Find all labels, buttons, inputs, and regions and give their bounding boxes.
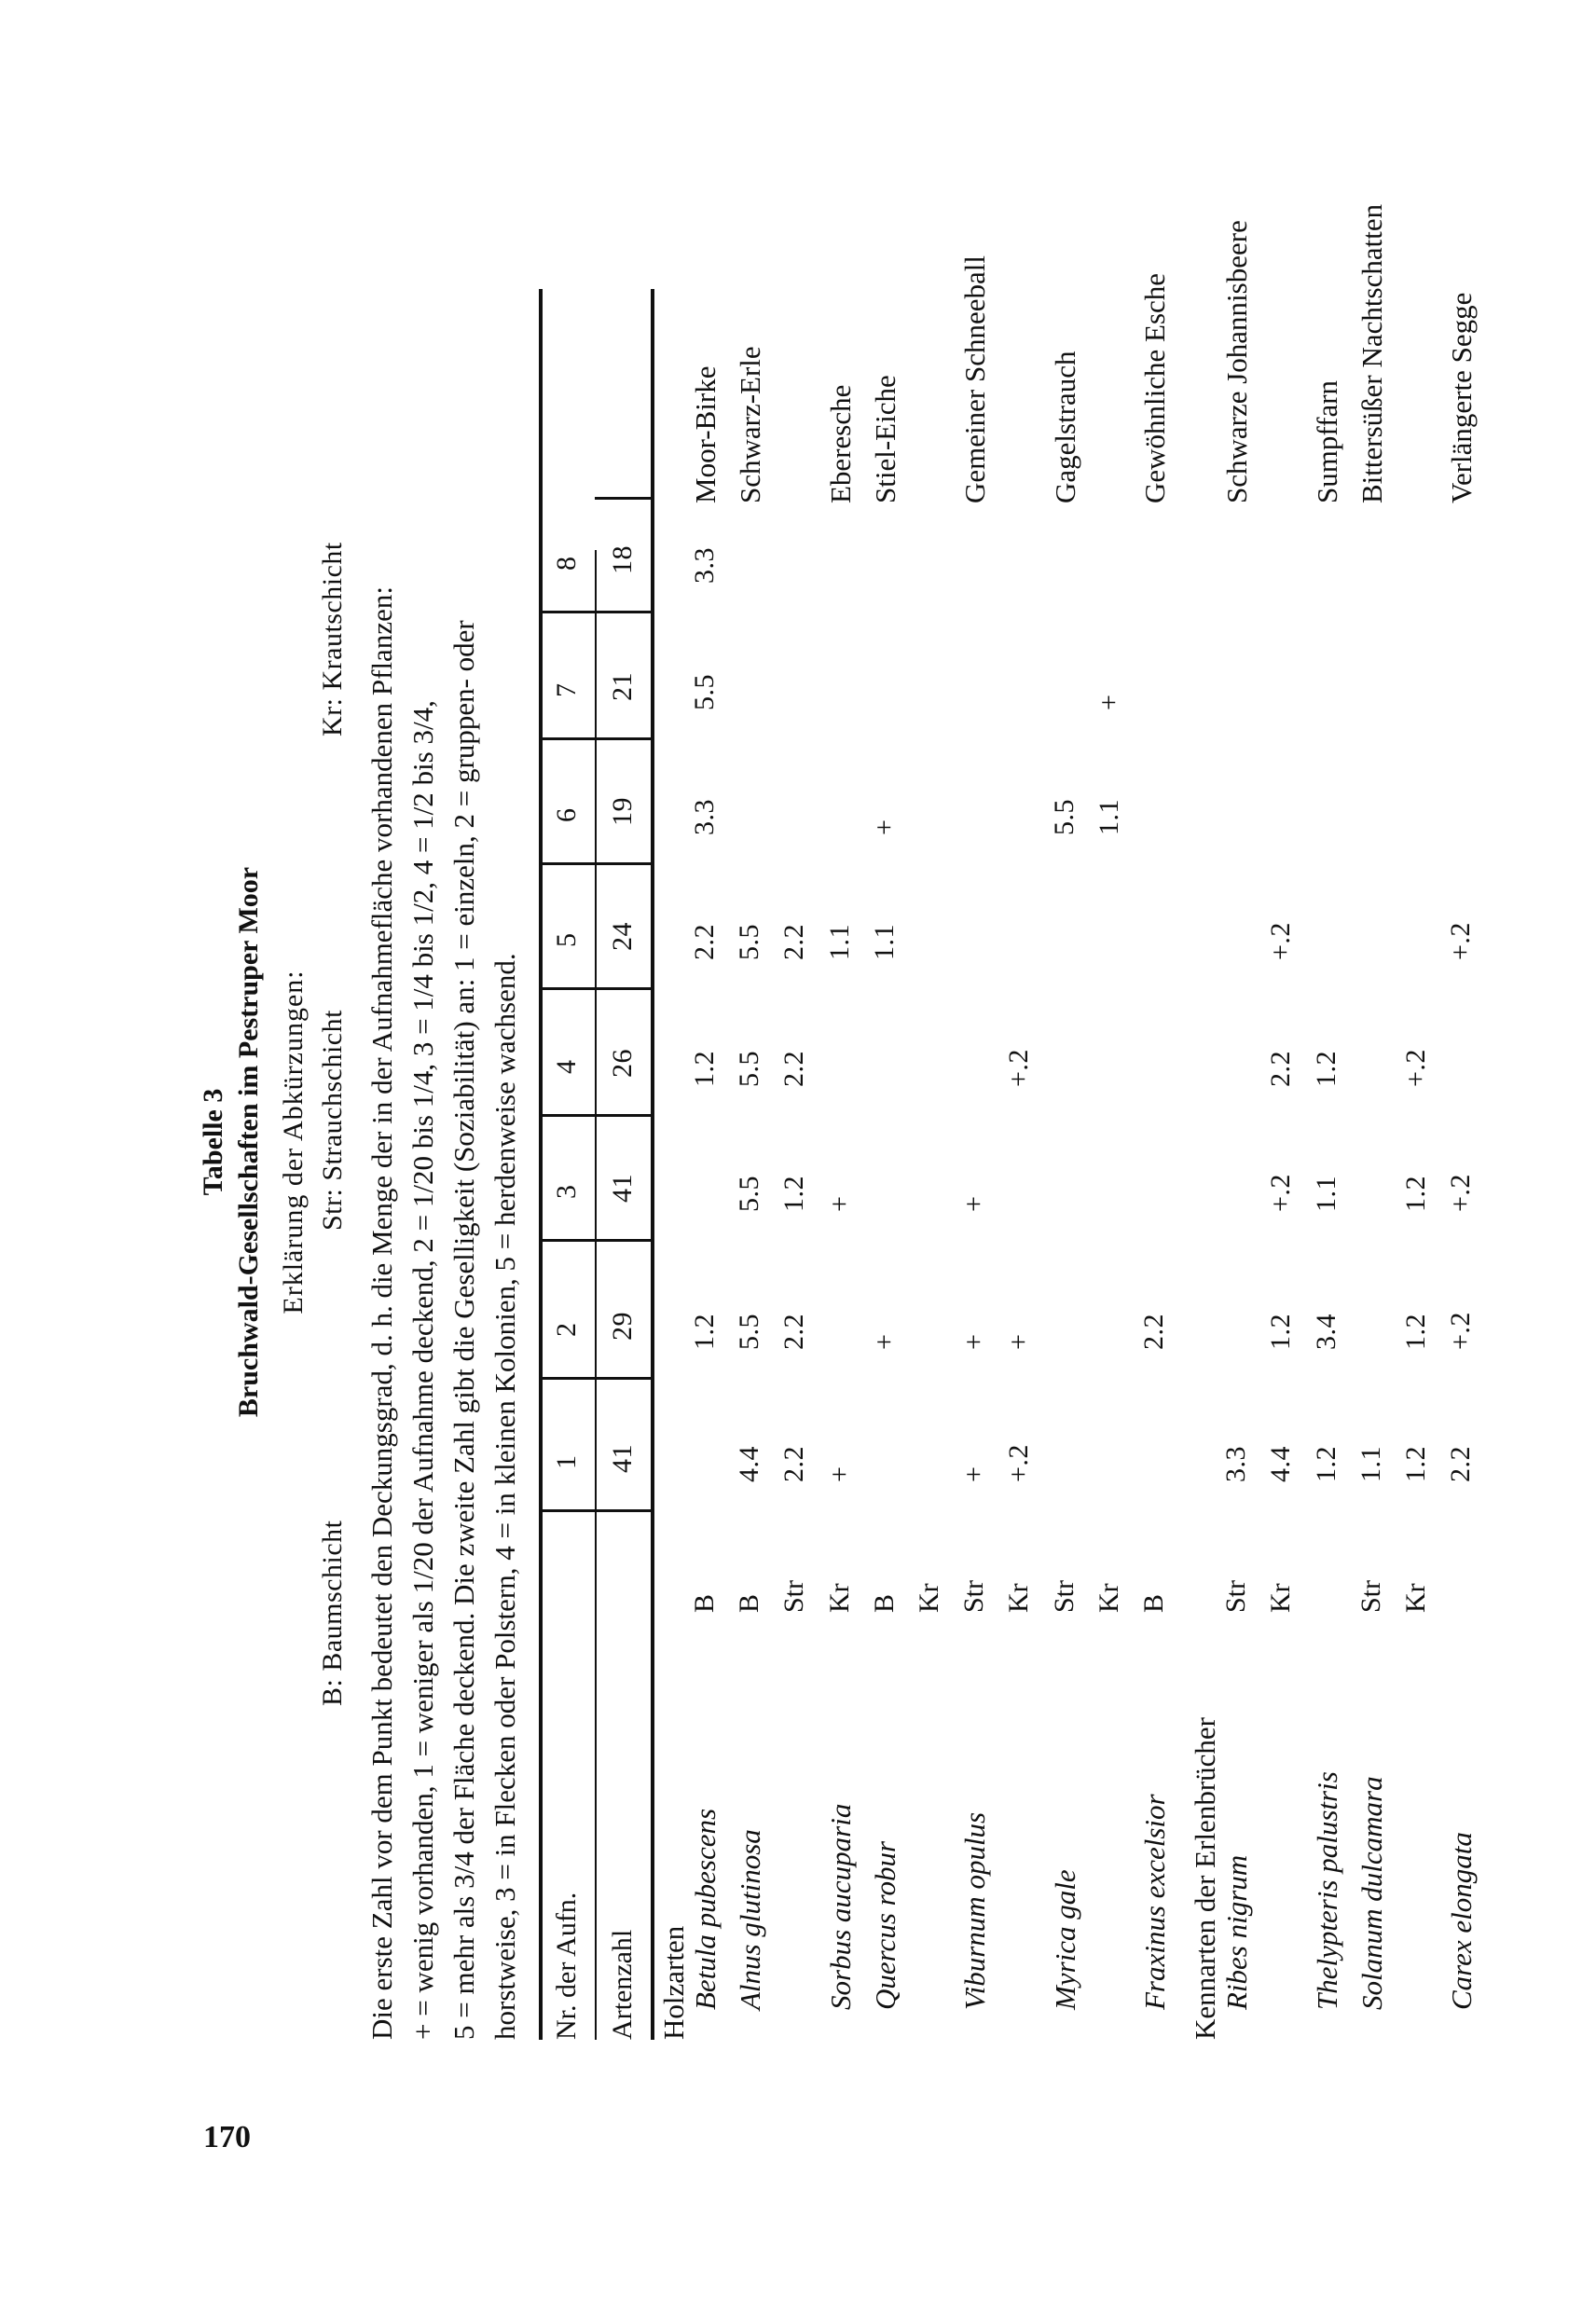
artenzahl-value: 41 [607,1174,638,1203]
column-separator [595,497,651,500]
cover-value: +.2 [1445,1174,1477,1212]
species-name: Viburnum opulus [958,1811,992,2010]
layer-code: Kr [1265,1583,1297,1613]
cover-value: 5.5 [734,1176,765,1212]
cover-value: + [958,1466,990,1482]
common-name: Schwarze Johannisbeere [1220,220,1254,503]
cover-value: 3.3 [1220,1446,1252,1482]
artenzahl-value: 19 [607,797,638,826]
cover-value: 1.1 [1310,1176,1341,1212]
column-number: 4 [551,1060,582,1074]
rotated-page-content [186,186,1479,2098]
cover-value: +.2 [1265,1174,1297,1212]
cover-value: +.2 [1445,1312,1477,1350]
cover-value: 1.2 [1265,1314,1297,1350]
page-number: 170 [203,2120,251,2154]
column-separator [539,987,595,990]
explanation-line: Die erste Zahl vor dem Punkt bedeutet den Deckungsgrad, d. h. die Menge der in der Aufnahmefläche vorhandenen Pflanzen: [365,586,398,2040]
column-separator [595,1114,651,1117]
common-name: Schwarz-Erle [734,346,767,503]
cover-value: 5.5 [734,1051,765,1087]
species-name: Myrica gale [1048,1869,1081,2010]
layer-code: Str [1355,1579,1386,1613]
table-title: Tabelle 3 [198,1088,228,1196]
legend-krautschicht: Kr: Krautschicht [317,542,348,736]
artenzahl-label: Artenzahl [607,1929,638,2040]
artenzahl-value: 26 [607,1049,638,1078]
cover-value: 3.3 [689,547,720,584]
cover-value: +.2 [1445,922,1477,960]
explanation-line: 5 = mehr als 3/4 der Fläche deckend. Die zweite Zahl gibt die Geselligkeit (Soziabilität) an: 1 = einzeln, 2 = gruppen- oder [447,620,480,2040]
legend-row [317,186,354,2098]
common-name: Eberesche [823,384,857,503]
cover-value: +.2 [1003,1049,1035,1087]
column-separator [539,1239,595,1242]
column-separator [595,1377,651,1380]
column-separator [539,862,595,865]
artenzahl-value: 41 [607,1444,638,1473]
cover-value: + [958,1333,990,1350]
table-top-rule [539,289,543,2040]
cover-value: + [823,1466,855,1482]
explanation-line: + = wenig vorhanden, 1 = weniger als 1/20 der Aufnahme deckend, 2 = 1/20 bis 1/4, 3 = 1/4 bis 1/2, 4 = 1/2 bis 3/4, [406,700,439,2040]
cover-value: 2.2 [778,1314,810,1350]
layer-code: Kr [914,1583,944,1613]
species-name: Quercus robur [868,1840,901,2010]
layer-code: Str [958,1579,990,1613]
column-separator [539,611,595,613]
column-separator [595,737,651,740]
column-separator [595,1239,651,1242]
column-separator [595,987,651,990]
cover-value: 1.1 [823,924,855,960]
common-name: Bittersüßer Nachtschatten [1355,203,1388,503]
cover-value: 3.4 [1310,1314,1341,1350]
artenzahl-value: 21 [607,672,638,701]
layer-code: B [734,1593,765,1613]
header-label: Nr. der Aufn. [551,1892,582,2040]
cover-value: + [958,1195,990,1212]
species-name: Betula pubescens [689,1808,722,2010]
layer-code: Str [1048,1579,1080,1613]
cover-value: 2.2 [1445,1446,1477,1482]
cover-value: 1.1 [1355,1446,1386,1482]
table-subtitle: Bruchwald-Gesellschaften im Pestruper Moor [233,866,264,1418]
species-name: Sorbus aucuparia [823,1803,857,2010]
cover-value: + [1093,694,1124,710]
common-name: Gagelstrauch [1048,351,1081,503]
column-separator [539,1509,595,1512]
cover-value: 1.1 [1093,799,1124,835]
layer-code: Str [1220,1579,1252,1613]
species-name: Solanum dulcamara [1355,1776,1388,2010]
cover-value: 1.2 [689,1051,720,1087]
layer-code: Kr [1003,1583,1035,1613]
column-number: 2 [551,1323,582,1337]
common-name: Gewöhnliche Esche [1138,272,1171,503]
column-number: 3 [551,1185,582,1199]
header-rule [595,550,597,2040]
cover-value: +.2 [1265,922,1297,960]
layer-code: B [1138,1593,1169,1613]
cover-value: 5.5 [1048,799,1080,835]
common-name: Stiel-Eiche [868,375,901,503]
column-separator [539,737,595,740]
layer-code: Kr [1093,1583,1124,1613]
column-number: 8 [551,557,582,571]
common-name: Moor-Birke [689,365,722,503]
common-name: Gemeiner Schneeball [958,255,992,503]
explanation-text [362,278,526,2040]
cover-value: 5.5 [734,1314,765,1350]
column-separator [539,1377,595,1380]
species-name: Alnus glutinosa [734,1829,767,2010]
cover-value: + [823,1195,855,1212]
cover-value: 2.2 [1265,1051,1297,1087]
layer-code: B [689,1593,720,1613]
column-separator [595,611,651,613]
artenzahl-value: 24 [607,922,638,951]
cover-value: 1.2 [1400,1314,1431,1350]
column-number: 5 [551,933,582,947]
artenzahl-rule [651,289,654,2040]
cover-value: 2.2 [778,1446,810,1482]
common-name: Sumpffarn [1310,379,1343,503]
legend-strauchschicht: Str: Strauchschicht [317,1010,348,1231]
legend-baumschicht: B: Baumschicht [317,1520,348,1706]
column-number: 7 [551,683,582,697]
column-number: 6 [551,808,582,822]
common-name: Verlängerte Segge [1445,292,1479,503]
layer-code: B [868,1593,900,1613]
cover-value: + [868,819,900,835]
layer-code: Kr [1400,1583,1431,1613]
cover-value: 3.3 [689,799,720,835]
cover-value: + [1003,1333,1035,1350]
cover-value: 2.2 [689,924,720,960]
column-number: 1 [551,1455,582,1469]
species-name: Fraxinus excelsior [1138,1794,1171,2010]
cover-value: 5.5 [734,924,765,960]
species-name: Thelypteris palustris [1310,1771,1343,2010]
group-label: Kennarten der Erlenbrücher [1189,1717,1222,2040]
cover-value: 1.2 [1310,1446,1341,1482]
column-separator [595,1509,651,1512]
column-separator [539,1114,595,1117]
cover-value: 4.4 [1265,1446,1297,1482]
artenzahl-value: 18 [607,545,638,574]
legend-heading: Erklärung der Abkürzungen: [278,970,309,1314]
cover-value: 4.4 [734,1446,765,1482]
column-separator [595,862,651,865]
cover-value: 1.2 [1400,1176,1431,1212]
cover-value: 1.2 [689,1314,720,1350]
cover-value: 1.2 [1310,1051,1341,1087]
explanation-line: horstweise, 3 = in Flecken oder Polstern, 4 = in kleinen Kolonien, 5 = herdenweise wachsend. [488,953,521,2040]
species-name: Ribes nigrum [1220,1854,1254,2010]
layer-code: Kr [823,1583,855,1613]
cover-value: + [868,1333,900,1350]
cover-value: 1.2 [1400,1446,1431,1482]
artenzahl-value: 29 [607,1312,638,1341]
cover-value: 5.5 [689,674,720,710]
cover-value: +.2 [1003,1444,1035,1482]
cover-value: 2.2 [778,1051,810,1087]
cover-value: 1.2 [778,1176,810,1212]
cover-value: +.2 [1400,1049,1431,1087]
cover-value: 2.2 [1138,1314,1169,1350]
cover-value: 1.1 [868,924,900,960]
species-name: Carex elongata [1445,1832,1479,2010]
layer-code: Str [778,1579,810,1613]
cover-value: 2.2 [778,924,810,960]
group-label: Holzarten [657,1925,690,2040]
